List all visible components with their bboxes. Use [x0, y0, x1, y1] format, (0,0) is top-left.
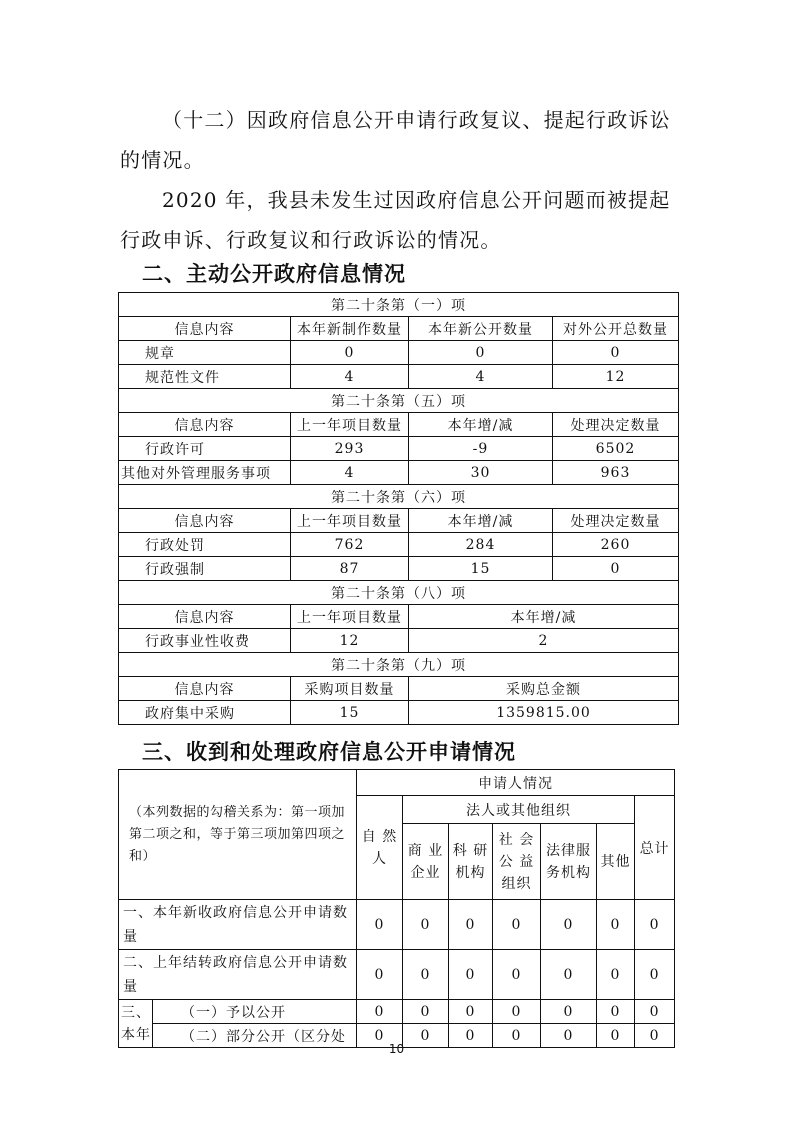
column-header: 处理决定数量 [553, 509, 679, 533]
column-header: 信息内容 [119, 605, 291, 629]
section-title: 第二十条第（八）项 [119, 581, 679, 605]
table-cell: 4 [291, 365, 409, 389]
section-title: 第二十条第（一）项 [119, 293, 679, 317]
column-header: 上一年项目数量 [291, 509, 409, 533]
row-label: 二、上年结转政府信息公开申请数量 [119, 950, 357, 1000]
row-label: 一、本年新收政府信息公开申请数量 [119, 900, 357, 950]
table-cell: 0 [403, 1024, 449, 1048]
row-label: 规章 [119, 341, 291, 365]
table-cell: 1359815.00 [409, 701, 679, 725]
table-cell: 0 [553, 341, 679, 365]
row-label: 规范性文件 [119, 365, 291, 389]
table-cell: 0 [597, 1024, 635, 1048]
column-header: 本年增/减 [409, 509, 553, 533]
table-cell: 0 [403, 1000, 449, 1024]
column-header: 处理决定数量 [553, 413, 679, 437]
row-group-label: 三、本年 [119, 1000, 153, 1048]
row-label: 其他对外管理服务事项 [119, 461, 291, 485]
table-cell: 2 [409, 629, 679, 653]
row-label: 行政处罚 [119, 533, 291, 557]
column-header: 本年新公开数量 [409, 317, 553, 341]
table-cell: 0 [449, 1000, 493, 1024]
table-cell: 0 [403, 950, 449, 1000]
table-cell: 0 [597, 1000, 635, 1024]
table-cell: 0 [635, 1024, 675, 1048]
column-header: 本年新制作数量 [291, 317, 409, 341]
table-cell: 284 [409, 533, 553, 557]
request-handling-table [118, 769, 675, 1048]
row-label: （一）予以公开 [153, 1000, 357, 1024]
section-heading-requests: 三、收到和处理政府信息公开申请情况 [142, 740, 516, 764]
table-cell: 0 [493, 950, 541, 1000]
proactive-disclosure-table [118, 292, 679, 725]
table-cell: 15 [291, 701, 409, 725]
paragraph-administrative-review-heading: （十二）因政府信息公开申请行政复议、提起行政诉讼的情况。 [120, 108, 671, 172]
column-header: 商 业企业 [403, 824, 449, 900]
table-cell: 0 [493, 1000, 541, 1024]
table-cell: 0 [635, 900, 675, 950]
column-header: 对外公开总数量 [553, 317, 679, 341]
column-header: 法律服务机构 [541, 824, 597, 900]
column-header: 本年增/减 [409, 605, 679, 629]
table-cell: 0 [357, 950, 403, 1000]
section-title: 第二十条第（五）项 [119, 389, 679, 413]
table-cell: 0 [635, 1000, 675, 1024]
table-cell: 0 [541, 1000, 597, 1024]
table-cell: 0 [541, 1024, 597, 1048]
row-label: （二）部分公开（区分处 [153, 1024, 357, 1048]
row-label: 行政事业性收费 [119, 629, 291, 653]
table-cell: 0 [541, 900, 597, 950]
applicant-header: 申请人情况 [357, 770, 675, 796]
table-cell: 0 [541, 950, 597, 1000]
section-heading-proactive-disclosure: 二、主动公开政府信息情况 [142, 262, 406, 286]
table-cell: 0 [597, 900, 635, 950]
page-number: 10 [388, 1042, 405, 1056]
column-header: 其他 [597, 824, 635, 900]
column-header: 采购项目数量 [291, 677, 409, 701]
table-cell: 0 [357, 900, 403, 950]
table-cell: 12 [291, 629, 409, 653]
table-cell: 0 [449, 950, 493, 1000]
row-label: 行政强制 [119, 557, 291, 581]
table-cell: 30 [409, 461, 553, 485]
table-cell: 0 [449, 900, 493, 950]
table-cell: 0 [553, 557, 679, 581]
table-cell: 4 [291, 461, 409, 485]
row-label: 政府集中采购 [119, 701, 291, 725]
section-title: 第二十条第（六）项 [119, 485, 679, 509]
table-cell: 0 [403, 900, 449, 950]
column-header: 上一年项目数量 [291, 413, 409, 437]
section-title: 第二十条第（九）项 [119, 653, 679, 677]
table-cell: 87 [291, 557, 409, 581]
column-header: 信息内容 [119, 677, 291, 701]
column-header: 科 研机构 [449, 824, 493, 900]
table-cell: 963 [553, 461, 679, 485]
table-cell: 762 [291, 533, 409, 557]
table-cell: 15 [409, 557, 553, 581]
table-cell: 0 [493, 1024, 541, 1048]
natural-person-header: 自 然人 [357, 796, 403, 900]
row-label: 行政许可 [119, 437, 291, 461]
table-cell: 6502 [553, 437, 679, 461]
table-cell: 0 [357, 1024, 403, 1048]
table-cell: 4 [409, 365, 553, 389]
column-header: 本年增/减 [409, 413, 553, 437]
total-header: 总计 [635, 796, 675, 900]
column-header: 上一年项目数量 [291, 605, 409, 629]
column-header: 信息内容 [119, 509, 291, 533]
table-cell: 12 [553, 365, 679, 389]
legal-org-header: 法人或其他组织 [403, 796, 635, 824]
table-cell: 0 [635, 950, 675, 1000]
column-header: 信息内容 [119, 413, 291, 437]
paragraph-2020-statement: 2020 年，我县未发生过因政府信息公开问题而被提起行政申诉、行政复议和行政诉讼的情况。 [120, 188, 671, 252]
table-cell: 0 [449, 1024, 493, 1048]
column-header: 社 会公 益组织 [493, 824, 541, 900]
column-header: 采购总金额 [409, 677, 679, 701]
table-cell: 0 [291, 341, 409, 365]
table-cell: 0 [597, 950, 635, 1000]
table-cell: 260 [553, 533, 679, 557]
table-cell: 293 [291, 437, 409, 461]
table-cell: 0 [493, 900, 541, 950]
table-cell: -9 [409, 437, 553, 461]
table-cell: 0 [409, 341, 553, 365]
column-header: 信息内容 [119, 317, 291, 341]
table-cell: 0 [357, 1000, 403, 1024]
table-note: （本列数据的勾稽关系为：第一项加第二项之和，等于第三项加第四项之和） [119, 770, 357, 900]
